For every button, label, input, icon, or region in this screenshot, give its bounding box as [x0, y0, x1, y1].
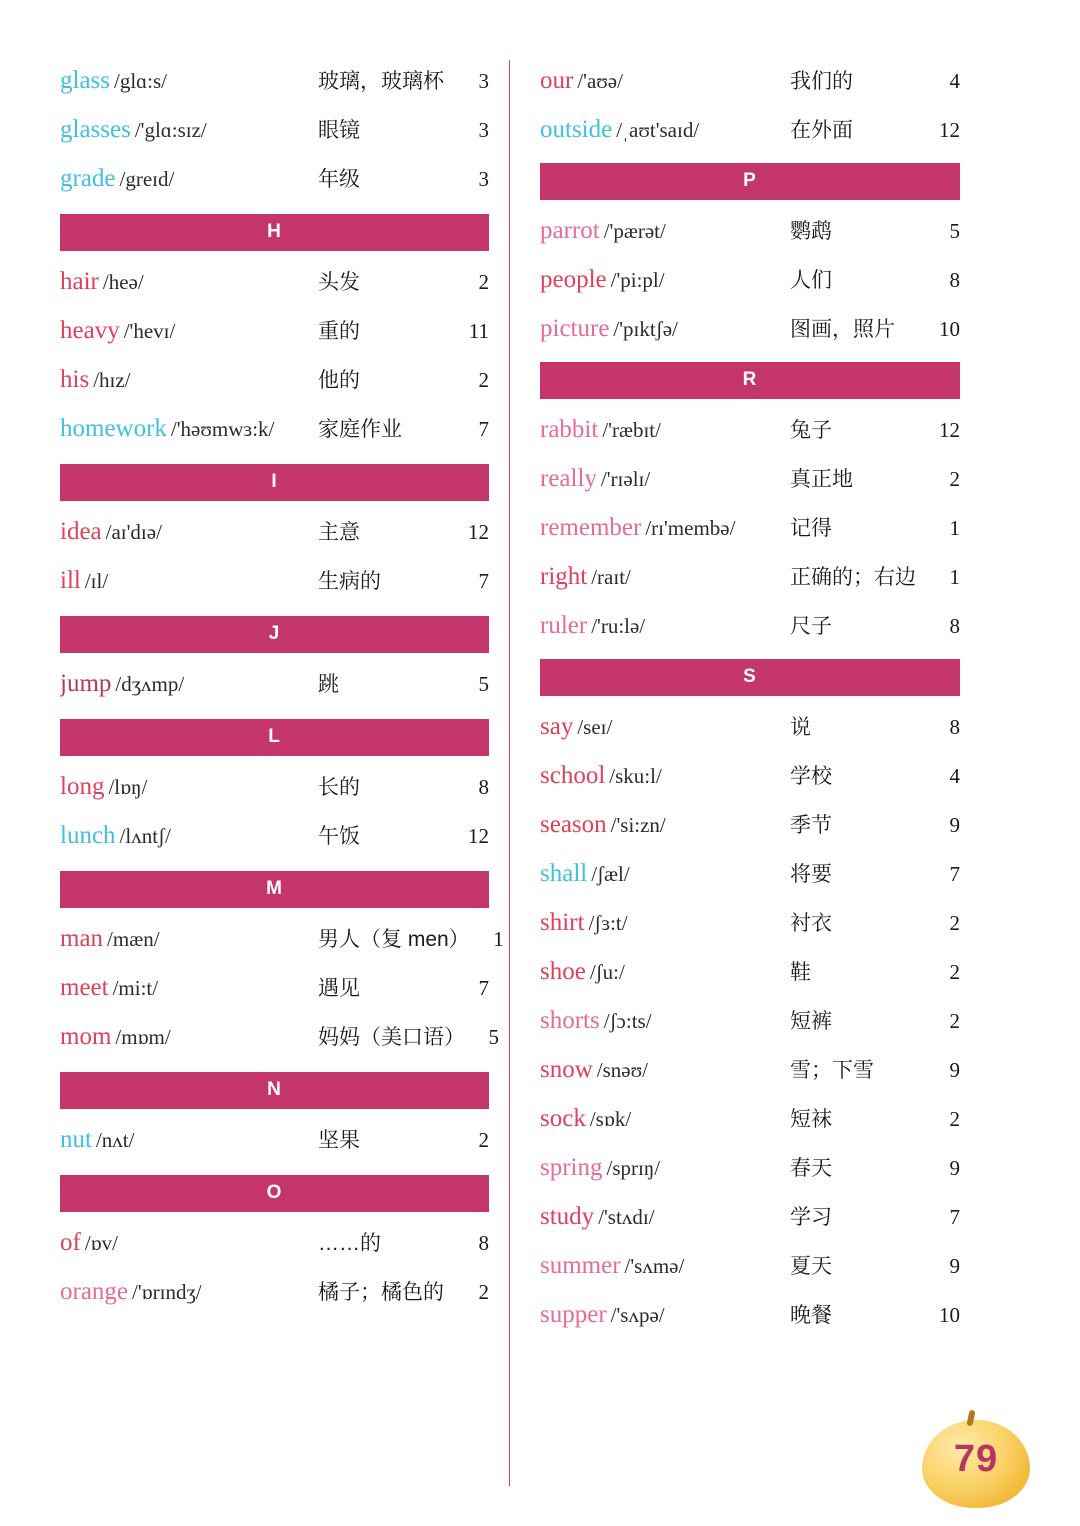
- entry-page-ref: 8: [478, 1231, 489, 1255]
- glossary-entry: [540, 308, 960, 350]
- glossary-entry: [60, 1271, 489, 1313]
- entry-page-ref: 3: [478, 69, 489, 93]
- entry-page-ref: 2: [949, 1107, 960, 1131]
- glossary-entry: [540, 60, 960, 102]
- glossary-entry: [540, 1196, 960, 1238]
- entry-word-block: [60, 109, 318, 154]
- letter-section-header: P: [540, 163, 960, 200]
- entry-page-ref: 9: [949, 1058, 960, 1082]
- entry-meaning: 短裤: [790, 1010, 832, 1033]
- glossary-entry: [540, 1147, 960, 1189]
- entry-word: idea: [60, 518, 102, 545]
- entry-word: supper: [540, 1301, 607, 1328]
- entry-phonetic: /ʃu:/: [589, 960, 625, 984]
- entry-page-ref: 5: [488, 1025, 499, 1049]
- entry-page-ref: 8: [949, 715, 960, 739]
- glossary-entry: [540, 1245, 960, 1287]
- entry-word: people: [540, 266, 607, 293]
- entry-word-block: [60, 511, 318, 556]
- glossary-entry: [540, 210, 960, 252]
- glossary-entry: [540, 259, 960, 301]
- entry-word-block: [540, 706, 790, 751]
- letter-section-header: O: [60, 1175, 489, 1212]
- glossary-entry: [540, 409, 960, 451]
- entry-phonetic: /ʃɔ:ts/: [603, 1009, 652, 1033]
- entry-page-ref: 2: [949, 960, 960, 984]
- entry-word-block: [60, 1119, 318, 1164]
- entry-word-block: [60, 1271, 318, 1316]
- entry-page-ref: 7: [478, 569, 489, 593]
- entry-phonetic: /ˌaʊt'saɪd/: [616, 118, 700, 142]
- entry-phonetic: /hɪz/: [93, 368, 131, 392]
- glossary-column-right: [510, 60, 960, 1486]
- entry-word: sock: [540, 1105, 586, 1132]
- entry-page-ref: 12: [939, 418, 960, 442]
- entry-word: snow: [540, 1056, 593, 1083]
- entry-page-ref: 10: [939, 1303, 960, 1327]
- entry-phonetic: /mɒm/: [115, 1025, 171, 1049]
- entry-page-ref: 10: [939, 317, 960, 341]
- entry-meaning: 图画，照片: [790, 318, 895, 341]
- entry-phonetic: /sprɪŋ/: [606, 1156, 661, 1180]
- entry-meaning: 主意: [318, 521, 360, 544]
- entry-page-ref: 1: [493, 927, 504, 951]
- glossary-entry: [60, 1119, 489, 1161]
- entry-phonetic: /snəʊ/: [596, 1058, 648, 1082]
- entry-phonetic: /'stʌdɪ/: [598, 1205, 655, 1229]
- entry-word-block: [60, 1222, 318, 1267]
- entry-phonetic: /'hevɪ/: [123, 319, 176, 343]
- entry-meaning: 跳: [318, 673, 339, 696]
- entry-phonetic: /'glɑ:sɪz/: [134, 118, 207, 142]
- entry-word-block: [60, 766, 318, 811]
- entry-phonetic: /'aʊə/: [577, 69, 623, 93]
- entry-word-block: [540, 259, 790, 304]
- letter-section-header: N: [60, 1072, 489, 1109]
- entry-word: meet: [60, 974, 109, 1001]
- entry-page-ref: 8: [478, 775, 489, 799]
- entry-word-block: [60, 60, 318, 105]
- entry-page-ref: 4: [949, 69, 960, 93]
- entry-word-block: [540, 1098, 790, 1143]
- entry-page-ref: 4: [949, 764, 960, 788]
- entry-word-block: [540, 951, 790, 996]
- entry-meaning: ……的: [318, 1232, 381, 1255]
- entry-meaning: 家庭作业: [318, 418, 402, 441]
- entry-word: glass: [60, 67, 110, 94]
- entry-word-block: [540, 1245, 790, 1290]
- letter-section-header: R: [540, 362, 960, 399]
- glossary-entry: [540, 507, 960, 549]
- entry-word: glasses: [60, 116, 131, 143]
- page-number-badge: [922, 1412, 1032, 1508]
- entry-meaning: 在外面: [790, 119, 853, 142]
- entry-page-ref: 3: [478, 118, 489, 142]
- entry-meaning: 他的: [318, 369, 360, 392]
- entry-word-block: [60, 1016, 318, 1061]
- glossary-entry: [540, 556, 960, 598]
- entry-page-ref: 11: [468, 319, 489, 343]
- entry-word: shirt: [540, 909, 585, 936]
- entry-meaning: 说: [790, 716, 811, 739]
- entry-word: say: [540, 713, 574, 740]
- entry-page-ref: 12: [468, 520, 489, 544]
- glossary-entry: [60, 359, 489, 401]
- entry-meaning: 学校: [790, 765, 832, 788]
- entry-phonetic: /greɪd/: [119, 167, 175, 191]
- entry-phonetic: /ɪl/: [84, 569, 109, 593]
- glossary-entry: [540, 755, 960, 797]
- entry-phonetic: /'ru:lə/: [591, 614, 646, 638]
- glossary-entry: [540, 1294, 960, 1336]
- entry-meaning: 橘子；橘色的: [318, 1281, 444, 1304]
- entry-meaning: 鞋: [790, 961, 811, 984]
- entry-phonetic: /aɪ'dɪə/: [105, 520, 162, 544]
- glossary-entry: [60, 109, 489, 151]
- entry-word: mom: [60, 1023, 112, 1050]
- entry-page-ref: 8: [949, 268, 960, 292]
- entry-phonetic: /seɪ/: [577, 715, 613, 739]
- glossary-entry: [60, 766, 489, 808]
- glossary-columns: [60, 60, 1020, 1486]
- letter-section-header: M: [60, 871, 489, 908]
- entry-page-ref: 5: [478, 672, 489, 696]
- glossary-entry: [60, 815, 489, 857]
- entry-word-block: [60, 560, 318, 605]
- glossary-entry: [60, 918, 504, 960]
- entry-meaning: 头发: [318, 271, 360, 294]
- entry-meaning: 短袜: [790, 1108, 832, 1131]
- entry-phonetic: /ʃɜ:t/: [588, 911, 628, 935]
- entry-meaning: 夏天: [790, 1255, 832, 1278]
- entry-page-ref: 7: [478, 417, 489, 441]
- entry-phonetic: /glɑ:s/: [114, 69, 167, 93]
- entry-meaning: 妈妈（美口语）: [318, 1026, 465, 1049]
- entry-meaning: 遇见: [318, 977, 360, 1000]
- entry-meaning: 将要: [790, 863, 832, 886]
- entry-word: homework: [60, 415, 167, 442]
- entry-word-block: [540, 1294, 790, 1339]
- entry-phonetic: /nʌt/: [95, 1128, 135, 1152]
- entry-page-ref: 1: [949, 516, 960, 540]
- entry-word-block: [540, 902, 790, 947]
- entry-word: grade: [60, 165, 116, 192]
- glossary-entry: [540, 804, 960, 846]
- entry-word: man: [60, 925, 104, 952]
- glossary-entry: [60, 1016, 499, 1058]
- entry-meaning: 学习: [790, 1206, 832, 1229]
- glossary-entry: [60, 261, 489, 303]
- entry-meaning: 人们: [790, 269, 832, 292]
- entry-meaning: 兔子: [790, 419, 832, 442]
- entry-phonetic: /mi:t/: [112, 976, 159, 1000]
- glossary-entry: [60, 158, 489, 200]
- entry-phonetic: /'si:zn/: [610, 813, 666, 837]
- glossary-entry: [540, 951, 960, 993]
- entry-word: jump: [60, 670, 112, 697]
- entry-phonetic: /sɒk/: [589, 1107, 632, 1131]
- entry-meaning: 男人（复 men）: [318, 928, 470, 951]
- entry-word-block: [540, 1196, 790, 1241]
- entry-meaning: 真正地: [790, 468, 853, 491]
- entry-word-block: [60, 310, 318, 355]
- entry-word: study: [540, 1203, 595, 1230]
- glossary-entry: [540, 1000, 960, 1042]
- entry-phonetic: /'ɒrɪndʒ/: [132, 1280, 202, 1304]
- entry-page-ref: 5: [949, 219, 960, 243]
- entry-word: long: [60, 773, 105, 800]
- entry-meaning: 记得: [790, 517, 832, 540]
- glossary-entry: [540, 1098, 960, 1140]
- entry-page-ref: 12: [468, 824, 489, 848]
- entry-meaning: 长的: [318, 776, 360, 799]
- entry-word-block: [540, 804, 790, 849]
- entry-meaning: 衬衣: [790, 912, 832, 935]
- entry-word: remember: [540, 514, 642, 541]
- entry-phonetic: /'ræbɪt/: [602, 418, 661, 442]
- letter-section-header: J: [60, 616, 489, 653]
- entry-page-ref: 2: [478, 1280, 489, 1304]
- entry-meaning: 玻璃，玻璃杯: [318, 70, 444, 93]
- entry-meaning: 尺子: [790, 615, 832, 638]
- entry-word: picture: [540, 315, 610, 342]
- entry-word-block: [60, 408, 318, 453]
- entry-page-ref: 2: [949, 467, 960, 491]
- entry-word: orange: [60, 1278, 129, 1305]
- entry-word-block: [540, 1049, 790, 1094]
- glossary-entry: [60, 560, 489, 602]
- glossary-column-left: [60, 60, 510, 1486]
- entry-word-block: [60, 663, 318, 708]
- entry-word: ruler: [540, 612, 588, 639]
- entry-page-ref: 1: [949, 565, 960, 589]
- entry-meaning: 眼镜: [318, 119, 360, 142]
- entry-phonetic: /'sʌmə/: [624, 1254, 685, 1278]
- entry-phonetic: /'pærət/: [603, 219, 666, 243]
- entry-phonetic: /ɒv/: [84, 1231, 118, 1255]
- entry-word: nut: [60, 1126, 92, 1153]
- entry-word-block: [540, 755, 790, 800]
- letter-section-header: S: [540, 659, 960, 696]
- entry-phonetic: /'pɪktʃə/: [613, 317, 678, 341]
- entry-phonetic: /lɒŋ/: [108, 775, 148, 799]
- entry-meaning: 鹦鹉: [790, 220, 832, 243]
- letter-section-header: L: [60, 719, 489, 756]
- page-number-text: 79: [953, 1438, 999, 1480]
- glossary-entry: [60, 511, 489, 553]
- entry-page-ref: 2: [478, 368, 489, 392]
- entry-word: shorts: [540, 1007, 600, 1034]
- entry-word-block: [540, 507, 790, 552]
- entry-page-ref: 7: [478, 976, 489, 1000]
- entry-word: of: [60, 1229, 81, 1256]
- entry-word: our: [540, 67, 574, 94]
- entry-word: hair: [60, 268, 99, 295]
- entry-word: his: [60, 366, 90, 393]
- entry-word-block: [540, 60, 790, 105]
- entry-word-block: [540, 556, 790, 601]
- glossary-entry: [60, 967, 489, 1009]
- entry-page-ref: 7: [949, 1205, 960, 1229]
- entry-word-block: [540, 1000, 790, 1045]
- glossary-entry: [60, 60, 489, 102]
- entry-phonetic: /raɪt/: [591, 565, 631, 589]
- entry-phonetic: /'pi:pl/: [610, 268, 665, 292]
- entry-word: outside: [540, 116, 613, 143]
- entry-phonetic: /'sʌpə/: [610, 1303, 665, 1327]
- entry-word: shoe: [540, 958, 586, 985]
- entry-page-ref: 2: [478, 270, 489, 294]
- glossary-entry: [540, 706, 960, 748]
- entry-meaning: 我们的: [790, 70, 853, 93]
- entry-phonetic: /'həʊmwɜ:k/: [170, 417, 275, 441]
- glossary-entry: [540, 458, 960, 500]
- entry-phonetic: /lʌntʃ/: [119, 824, 171, 848]
- entry-meaning: 雪；下雪: [790, 1059, 874, 1082]
- entry-phonetic: /sku:l/: [609, 764, 662, 788]
- entry-word: parrot: [540, 217, 600, 244]
- entry-word-block: [540, 409, 790, 454]
- entry-word: season: [540, 811, 607, 838]
- entry-word-block: [60, 815, 318, 860]
- entry-word: really: [540, 465, 597, 492]
- entry-word-block: [540, 605, 790, 650]
- entry-page-ref: 9: [949, 1156, 960, 1180]
- entry-meaning: 重的: [318, 320, 360, 343]
- entry-page-ref: 8: [949, 614, 960, 638]
- entry-page-ref: 3: [478, 167, 489, 191]
- entry-word: lunch: [60, 822, 116, 849]
- glossary-entry: [60, 310, 489, 352]
- glossary-entry: [540, 605, 960, 647]
- entry-meaning: 午饭: [318, 825, 360, 848]
- entry-meaning: 正确的；右边: [790, 566, 916, 589]
- glossary-entry: [540, 1049, 960, 1091]
- entry-word: heavy: [60, 317, 120, 344]
- entry-word-block: [540, 109, 790, 154]
- entry-word: ill: [60, 567, 81, 594]
- glossary-entry: [60, 1222, 489, 1264]
- entry-phonetic: /heə/: [102, 270, 144, 294]
- entry-word: summer: [540, 1252, 621, 1279]
- entry-word: shall: [540, 860, 588, 887]
- entry-word-block: [60, 359, 318, 404]
- entry-word: spring: [540, 1154, 603, 1181]
- entry-page-ref: 7: [949, 862, 960, 886]
- entry-meaning: 坚果: [318, 1129, 360, 1152]
- entry-word: school: [540, 762, 606, 789]
- entry-phonetic: /'rɪəlɪ/: [600, 467, 651, 491]
- entry-word-block: [540, 458, 790, 503]
- entry-phonetic: /ʃæl/: [591, 862, 630, 886]
- entry-word-block: [540, 210, 790, 255]
- glossary-entry: [540, 902, 960, 944]
- entry-page-ref: 9: [949, 1254, 960, 1278]
- entry-meaning: 年级: [318, 168, 360, 191]
- letter-section-header: I: [60, 464, 489, 501]
- glossary-entry: [60, 663, 489, 705]
- glossary-entry: [540, 853, 960, 895]
- entry-word-block: [60, 967, 318, 1012]
- entry-meaning: 春天: [790, 1157, 832, 1180]
- entry-meaning: 晚餐: [790, 1304, 832, 1327]
- entry-meaning: 季节: [790, 814, 832, 837]
- glossary-entry: [540, 109, 960, 151]
- entry-page-ref: 9: [949, 813, 960, 837]
- letter-section-header: H: [60, 214, 489, 251]
- entry-phonetic: /dʒʌmp/: [115, 672, 185, 696]
- entry-word-block: [540, 1147, 790, 1192]
- entry-word-block: [60, 158, 318, 203]
- entry-word: rabbit: [540, 416, 599, 443]
- entry-phonetic: /mæn/: [107, 927, 160, 951]
- entry-page-ref: 2: [478, 1128, 489, 1152]
- entry-phonetic: /rɪ'membə/: [645, 516, 736, 540]
- entry-page-ref: 2: [949, 1009, 960, 1033]
- entry-meaning: 生病的: [318, 570, 381, 593]
- entry-word: right: [540, 563, 588, 590]
- entry-page-ref: 12: [939, 118, 960, 142]
- glossary-entry: [60, 408, 489, 450]
- entry-word-block: [60, 261, 318, 306]
- entry-word-block: [540, 308, 790, 353]
- entry-page-ref: 2: [949, 911, 960, 935]
- entry-word-block: [540, 853, 790, 898]
- entry-word-block: [60, 918, 318, 963]
